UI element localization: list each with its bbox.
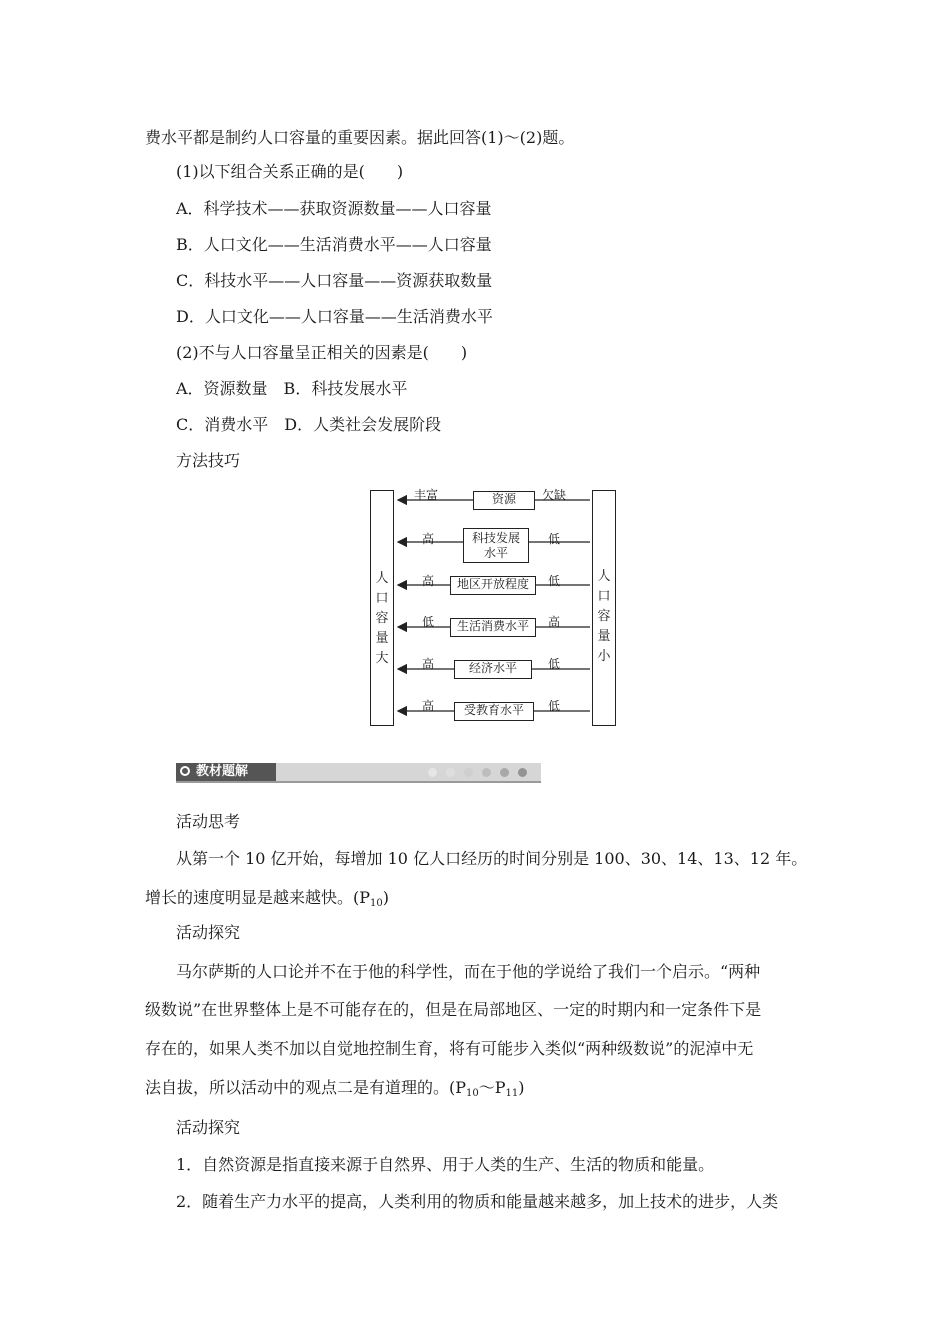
intro-line: 费水平都是制约人口容量的重要因素。据此回答(1)～(2)题。: [145, 128, 575, 147]
circle-bullet-icon: [180, 766, 190, 776]
factor-openness: 地区开放程度: [450, 576, 536, 595]
population-capacity-diagram: [370, 488, 618, 728]
activity3-item1: 1．自然资源是指直接来源于自然界、用于人类的生产、生活的物质和能量。: [176, 1155, 715, 1174]
decor-dot-icon: [518, 768, 527, 777]
row4-left-label: 低: [422, 615, 435, 629]
diagram-arrows: [370, 488, 618, 728]
row6-right-label: 低: [548, 699, 561, 713]
activity2-line2: 级数说”在世界整体上是不可能存在的，但是在局部地区、一定的时期内和一定条件下是: [145, 1000, 762, 1019]
q1-option-c: C．科技水平——人口容量——资源获取数量: [176, 271, 493, 290]
q1-stem: (1)以下组合关系正确的是( ): [176, 162, 404, 181]
factor-tech-level: 科技发展 水平: [463, 528, 529, 563]
activity2-line4: 法自拔，所以活动中的观点二是有道理的。$(P_{10}\sim P_{11})$: [145, 1078, 525, 1099]
activity2-heading: 活动探究: [176, 923, 241, 942]
row1-right-label: 欠缺: [542, 488, 567, 502]
row5-right-label: 低: [548, 657, 561, 671]
q2-options-row1: A．资源数量 B．科技发展水平: [176, 379, 408, 398]
decor-dot-icon: [464, 768, 473, 777]
decor-dot-icon: [428, 768, 437, 777]
section-banner: [176, 763, 541, 783]
activity2-line3: 存在的，如果人类不加以自觉地控制生育，将有可能步入类似“两种级数说”的泥淖中无: [145, 1039, 754, 1058]
row3-left-label: 高: [422, 574, 435, 588]
activity3-item2: 2．随着生产力水平的提高，人类利用的物质和能量越来越多，加上技术的进步，人类: [176, 1192, 779, 1211]
activity3-heading: 活动探究: [176, 1118, 241, 1137]
row6-left-label: 高: [422, 699, 435, 713]
factor-consumption: 生活消费水平: [450, 618, 536, 637]
section-banner-title: 教材题解: [176, 763, 276, 781]
factor-education: 受教育水平: [454, 702, 534, 721]
row1-left-label: 丰富: [414, 488, 439, 502]
q2-options-row2: C．消费水平 D．人类社会发展阶段: [176, 415, 442, 434]
row4-right-label: 高: [548, 615, 561, 629]
decor-dot-icon: [446, 768, 455, 777]
q2-stem: (2)不与人口容量呈正相关的因素是( ): [176, 343, 468, 362]
activity1-line2: 增长的速度明显是越来越快。$(P_{10})$: [145, 888, 389, 909]
activity2-line1: 马尔萨斯的人口论并不在于他的科学性，而在于他的学说给了我们一个启示。“两种: [176, 962, 761, 981]
left-bar-large-capacity: 人 口 容 量 大: [370, 490, 394, 726]
decor-dot-icon: [500, 768, 509, 777]
row3-right-label: 低: [548, 574, 561, 588]
q1-option-a: A．科学技术——获取资源数量——人口容量: [176, 199, 492, 218]
method-heading: 方法技巧: [176, 451, 241, 470]
activity1-line1: 从第一个 10 亿开始，每增加 10 亿人口经历的时间分别是 100、30、14、13、12 年。: [176, 849, 808, 868]
row5-left-label: 高: [422, 657, 435, 671]
row2-right-label: 低: [548, 532, 561, 546]
q1-option-d: D．人口文化——人口容量——生活消费水平: [176, 307, 493, 326]
factor-economy: 经济水平: [454, 660, 532, 679]
q1-option-b: B．人口文化——生活消费水平——人口容量: [176, 235, 492, 254]
decor-dot-icon: [482, 768, 491, 777]
factor-resources: 资源: [473, 491, 535, 510]
row2-left-label: 高: [422, 532, 435, 546]
activity1-heading: 活动思考: [176, 812, 241, 831]
right-bar-small-capacity: 人 口 容 量 小: [592, 490, 616, 726]
